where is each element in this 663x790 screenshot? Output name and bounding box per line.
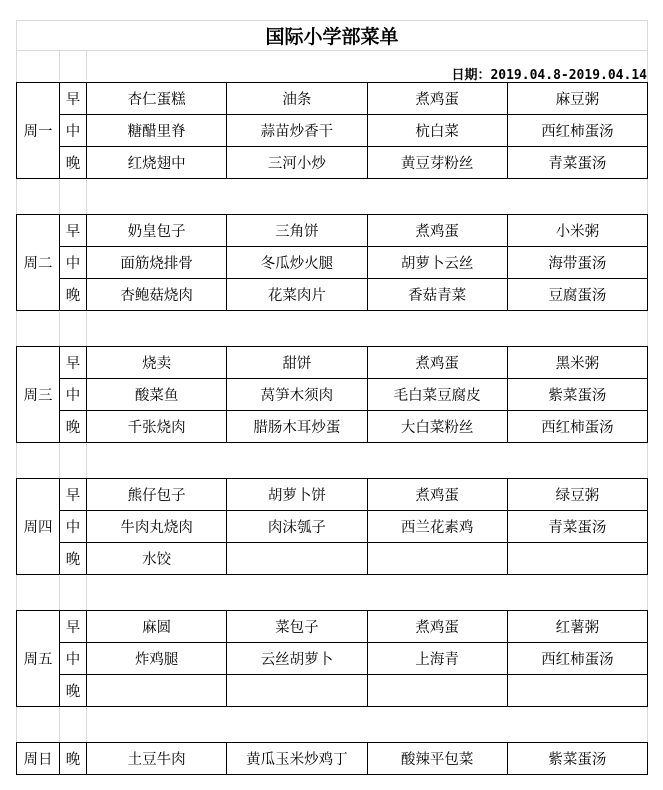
- meal-row: [17, 743, 648, 775]
- day-label: 周四: [17, 479, 60, 575]
- dish-cell: 紫菜蛋汤: [507, 379, 647, 411]
- dish-cell: 红烧翅中: [87, 147, 227, 179]
- day-label: 周三: [17, 347, 60, 443]
- gridline: [59, 180, 60, 214]
- gridline: [16, 50, 648, 51]
- dish-cell: 炸鸡腿: [87, 643, 227, 675]
- dish-cell: 熊仔包子: [87, 479, 227, 511]
- meal-row: [17, 611, 648, 643]
- dish-cell: 杭白菜: [367, 115, 507, 147]
- dish-cell: 上海青: [367, 643, 507, 675]
- dish-cell: 煮鸡蛋: [367, 347, 507, 379]
- dish-cell: 麻圆: [87, 611, 227, 643]
- meal-label: 早: [60, 611, 87, 643]
- dish-cell: 豆腐蛋汤: [507, 279, 647, 311]
- day-block-thu: [16, 478, 648, 575]
- dish-cell: 油条: [227, 83, 367, 115]
- dish-cell: 紫菜蛋汤: [507, 743, 647, 775]
- day-label: 周二: [17, 215, 60, 311]
- gridline: [86, 708, 87, 742]
- gridline: [59, 444, 60, 478]
- dish-cell: 酸菜鱼: [87, 379, 227, 411]
- meal-label: 晚: [60, 279, 87, 311]
- dish-cell: 青菜蛋汤: [507, 511, 647, 543]
- meal-label: 晚: [60, 411, 87, 443]
- meal-label: 早: [60, 479, 87, 511]
- dish-cell: [367, 543, 507, 575]
- dish-cell: 大白菜粉丝: [367, 411, 507, 443]
- dish-cell: 西兰花素鸡: [367, 511, 507, 543]
- meal-row: [17, 643, 648, 675]
- dish-cell: 毛白菜豆腐皮: [367, 379, 507, 411]
- dish-cell: 红薯粥: [507, 611, 647, 643]
- meal-label: 晚: [60, 675, 87, 707]
- dish-cell: [507, 543, 647, 575]
- date-range: 日期：2019.04.8-2019.04.14: [451, 67, 647, 83]
- dish-cell: 奶皇包子: [87, 215, 227, 247]
- day-label: 周日: [17, 743, 60, 775]
- meal-row: [17, 83, 648, 115]
- meal-row: [17, 543, 648, 575]
- gridline: [59, 312, 60, 346]
- dish-cell: [227, 675, 367, 707]
- dish-cell: 烧卖: [87, 347, 227, 379]
- dish-cell: 煮鸡蛋: [367, 611, 507, 643]
- dish-cell: 酸辣平包菜: [367, 743, 507, 775]
- dish-cell: 麻豆粥: [507, 83, 647, 115]
- dish-cell: 青菜蛋汤: [507, 147, 647, 179]
- meal-label: 晚: [60, 147, 87, 179]
- gridline: [86, 180, 87, 214]
- meal-row: [17, 479, 648, 511]
- meal-row: [17, 347, 648, 379]
- meal-label: 早: [60, 215, 87, 247]
- meal-label: 中: [60, 247, 87, 279]
- dish-cell: 胡萝卜饼: [227, 479, 367, 511]
- meal-row: [17, 379, 648, 411]
- dish-cell: 面筋烧排骨: [87, 247, 227, 279]
- dish-cell: 胡萝卜云丝: [367, 247, 507, 279]
- gridline: [86, 312, 87, 346]
- dish-cell: 西红柿蛋汤: [507, 115, 647, 147]
- meal-label: 中: [60, 511, 87, 543]
- dish-cell: 黄瓜玉米炒鸡丁: [227, 743, 367, 775]
- gridline: [86, 444, 87, 478]
- menu-title: 国际小学部菜单: [265, 25, 399, 48]
- gridline: [59, 576, 60, 610]
- day-label: 周五: [17, 611, 60, 707]
- dish-cell: [227, 543, 367, 575]
- dish-cell: 绿豆粥: [507, 479, 647, 511]
- dish-cell: 水饺: [87, 543, 227, 575]
- meal-label: 晚: [60, 543, 87, 575]
- dish-cell: 煮鸡蛋: [367, 215, 507, 247]
- meal-row: [17, 115, 648, 147]
- dish-cell: 海带蛋汤: [507, 247, 647, 279]
- dish-cell: 花菜肉片: [227, 279, 367, 311]
- dish-cell: 黄豆芽粉丝: [367, 147, 507, 179]
- meal-label: 早: [60, 83, 87, 115]
- day-block-wed: [16, 346, 648, 443]
- dish-cell: 云丝胡萝卜: [227, 643, 367, 675]
- meal-row: [17, 247, 648, 279]
- dish-cell: 三角饼: [227, 215, 367, 247]
- meal-label: 晚: [60, 743, 87, 775]
- meal-row: [17, 411, 648, 443]
- dish-cell: [367, 675, 507, 707]
- meal-label: 早: [60, 347, 87, 379]
- dish-cell: 牛肉丸烧肉: [87, 511, 227, 543]
- gridline: [86, 576, 87, 610]
- dish-cell: [507, 675, 647, 707]
- dish-cell: 冬瓜炒火腿: [227, 247, 367, 279]
- dish-cell: 肉沫瓠子: [227, 511, 367, 543]
- meal-row: [17, 511, 648, 543]
- dish-cell: 甜饼: [227, 347, 367, 379]
- meal-row: [17, 675, 648, 707]
- dish-cell: 莴笋木须肉: [227, 379, 367, 411]
- meal-label: 中: [60, 379, 87, 411]
- meal-row: [17, 147, 648, 179]
- dish-cell: [87, 675, 227, 707]
- meal-row: [17, 279, 648, 311]
- dish-cell: 菜包子: [227, 611, 367, 643]
- dish-cell: 西红柿蛋汤: [507, 643, 647, 675]
- dish-cell: 糖醋里脊: [87, 115, 227, 147]
- day-block-tue: [16, 214, 648, 311]
- meal-label: 中: [60, 115, 87, 147]
- dish-cell: 煮鸡蛋: [367, 83, 507, 115]
- day-block-sun: [16, 742, 648, 775]
- dish-cell: 千张烧肉: [87, 411, 227, 443]
- day-block-mon: [16, 82, 648, 179]
- dish-cell: 腊肠木耳炒蛋: [227, 411, 367, 443]
- dish-cell: 小米粥: [507, 215, 647, 247]
- day-block-fri: [16, 610, 648, 707]
- meal-row: [17, 215, 648, 247]
- dish-cell: 土豆牛肉: [87, 743, 227, 775]
- gridline: [59, 50, 60, 80]
- dish-cell: 杏仁蛋糕: [87, 83, 227, 115]
- dish-cell: 香菇青菜: [367, 279, 507, 311]
- dish-cell: 煮鸡蛋: [367, 479, 507, 511]
- dish-cell: 黑米粥: [507, 347, 647, 379]
- dish-cell: 蒜苗炒香干: [227, 115, 367, 147]
- dish-cell: 三河小炒: [227, 147, 367, 179]
- dish-cell: 西红柿蛋汤: [507, 411, 647, 443]
- gridline: [86, 50, 87, 80]
- meal-label: 中: [60, 643, 87, 675]
- gridline: [59, 708, 60, 742]
- day-label: 周一: [17, 83, 60, 179]
- dish-cell: 杏鲍菇烧肉: [87, 279, 227, 311]
